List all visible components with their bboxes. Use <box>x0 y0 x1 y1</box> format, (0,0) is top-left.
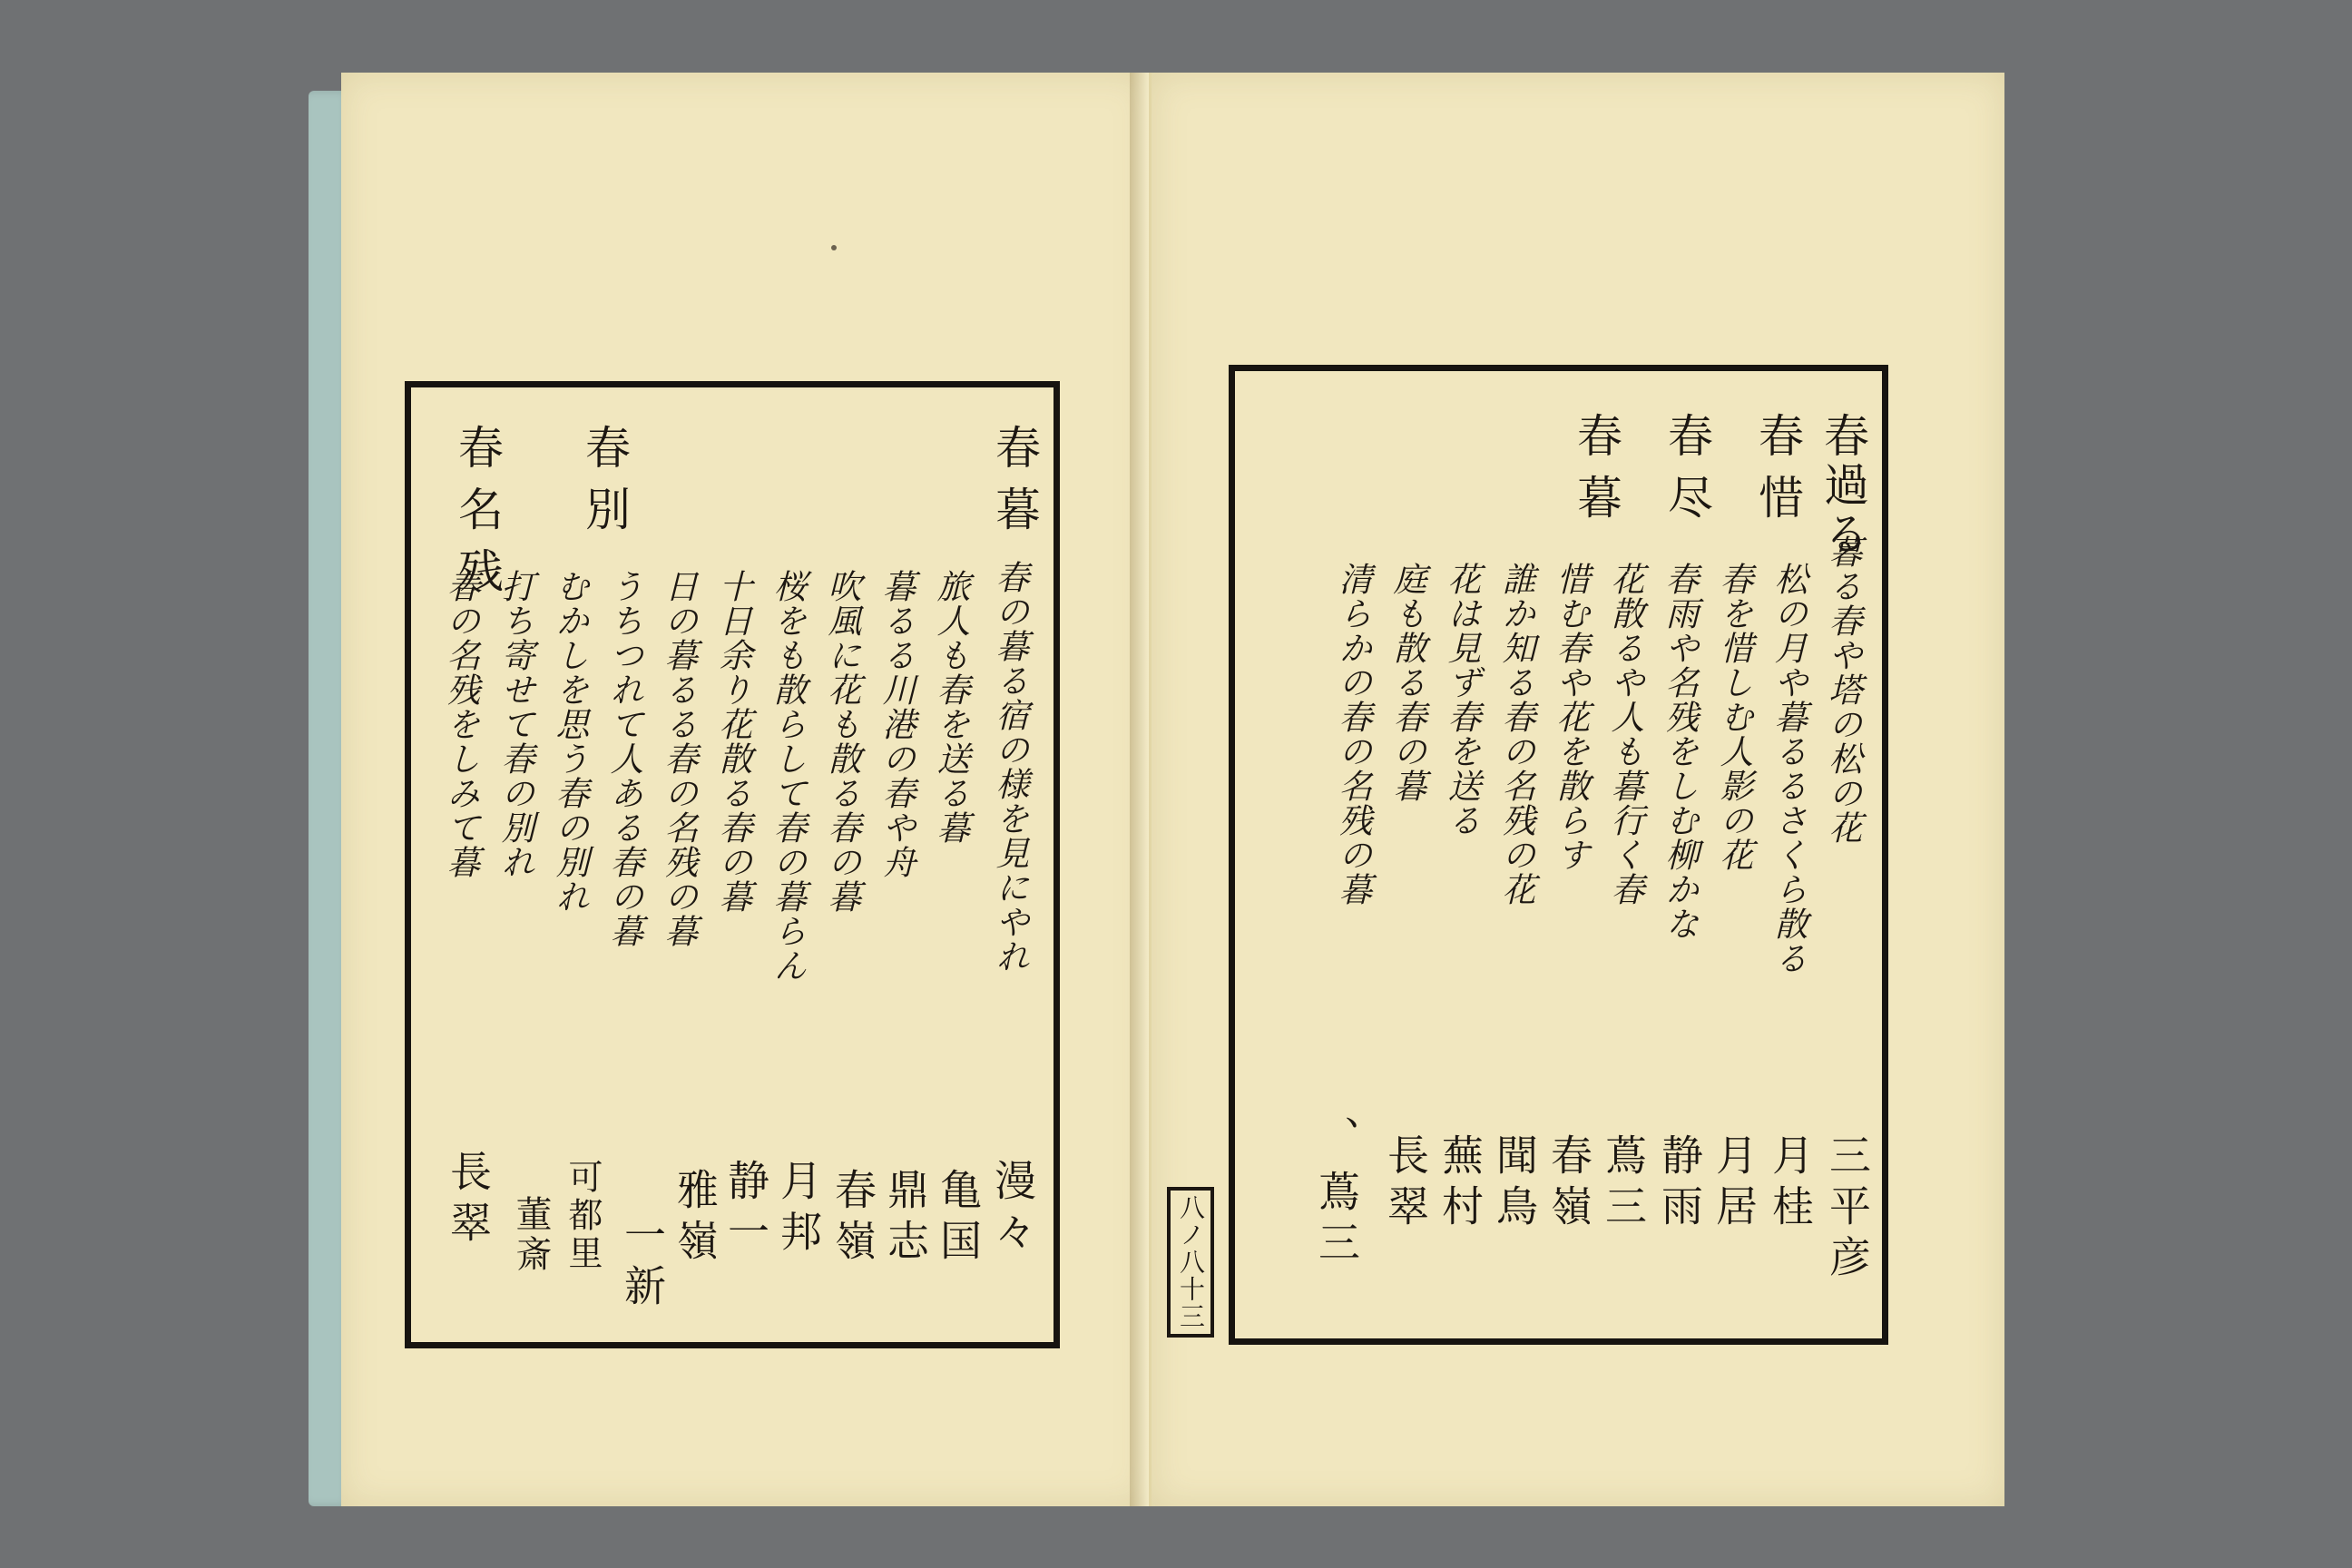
verse-line: 打ち寄せて春の別れ <box>495 569 534 879</box>
verse-line: 春の名残をしみて暮 <box>441 569 480 879</box>
verse-line: 庭も散る春の暮 <box>1387 562 1426 803</box>
author-name: 月邦 <box>774 1159 823 1260</box>
author-name: 春嶺 <box>1544 1133 1593 1235</box>
right-page <box>1149 73 2004 1506</box>
verse-line: 暮るる川港の春や舟 <box>877 569 916 879</box>
author-name: 蔦三 <box>1312 1170 1361 1271</box>
left-page <box>341 73 1152 1506</box>
left-page-frame <box>405 381 1060 1348</box>
author-name: 雅嶺 <box>671 1168 720 1269</box>
verse-line: 清らかの春の名残の暮 <box>1333 562 1372 906</box>
verse-line: 松の月や暮るるさくら散る <box>1769 562 1808 975</box>
verse-line: 桜をも散らして春の暮らん <box>768 569 807 983</box>
author-name: 可都里 <box>563 1159 603 1273</box>
author-name: 鼎志 <box>881 1168 930 1269</box>
author-name: 漫々 <box>988 1159 1037 1260</box>
verse-line: 暮る春や塔の松の花 <box>1823 534 1862 845</box>
page-folio-number: 八ノ八十三 <box>1167 1187 1214 1338</box>
verse-line: うちつれて人ある春の暮 <box>604 569 643 948</box>
verse-line: 日の暮るる春の名残の暮 <box>659 569 698 948</box>
verse-line: 吹風に花も散る春の暮 <box>822 569 861 914</box>
author-name: 董斎 <box>510 1195 552 1275</box>
heading-haru-sugiru: 春過る <box>1817 412 1869 559</box>
verse-line: 春雨や名残をしむ柳かな <box>1660 562 1699 941</box>
verse-line: むかしを思う春の別れ <box>550 569 589 914</box>
verse-line: 惜む春や花を散らす <box>1551 562 1590 872</box>
author-name: 長翠 <box>444 1150 493 1251</box>
heading-haru-kure: 春暮 <box>988 424 1041 547</box>
heading-haru-kure: 春暮 <box>1570 412 1622 535</box>
open-book <box>309 64 2005 1515</box>
author-name: 静雨 <box>1655 1133 1704 1235</box>
verse-line: 花は見ず春を送る <box>1442 562 1481 838</box>
author-mark: 、 <box>1312 1115 1361 1166</box>
author-name: 三平彦 <box>1823 1133 1872 1286</box>
verse-line: 誰か知る春の名残の花 <box>1496 562 1535 906</box>
verse-line: 旅人も春を送る暮 <box>931 569 970 845</box>
heading-haru-nagori: 春名残 <box>451 424 504 609</box>
right-page-frame <box>1229 365 1888 1345</box>
author-name: 蔦三 <box>1599 1133 1648 1235</box>
author-name: 春嶺 <box>828 1168 877 1269</box>
verse-line: 十日余り花散る春の暮 <box>713 569 752 914</box>
author-name: 一新 <box>618 1213 667 1315</box>
heading-haru-wakare: 春別 <box>578 424 631 547</box>
verse-line: 春の暮る宿の様を見にやれ <box>990 560 1029 974</box>
author-name: 月桂 <box>1766 1133 1815 1235</box>
author-name: 月居 <box>1710 1133 1759 1235</box>
author-name: 長翠 <box>1381 1133 1430 1235</box>
author-name: 聞鳥 <box>1490 1133 1539 1235</box>
verse-line: 春を惜しむ人影の花 <box>1714 562 1753 872</box>
author-name: 静一 <box>721 1159 770 1260</box>
author-name: 蕪村 <box>1436 1133 1485 1235</box>
author-name: 亀国 <box>934 1168 983 1269</box>
heading-haru-tsukuru: 春尽 <box>1661 412 1713 535</box>
heading-haru-oshimu: 春惜 <box>1751 412 1804 535</box>
verse-line: 花散るや人も暮行く春 <box>1605 562 1644 906</box>
ink-spot <box>831 245 837 250</box>
